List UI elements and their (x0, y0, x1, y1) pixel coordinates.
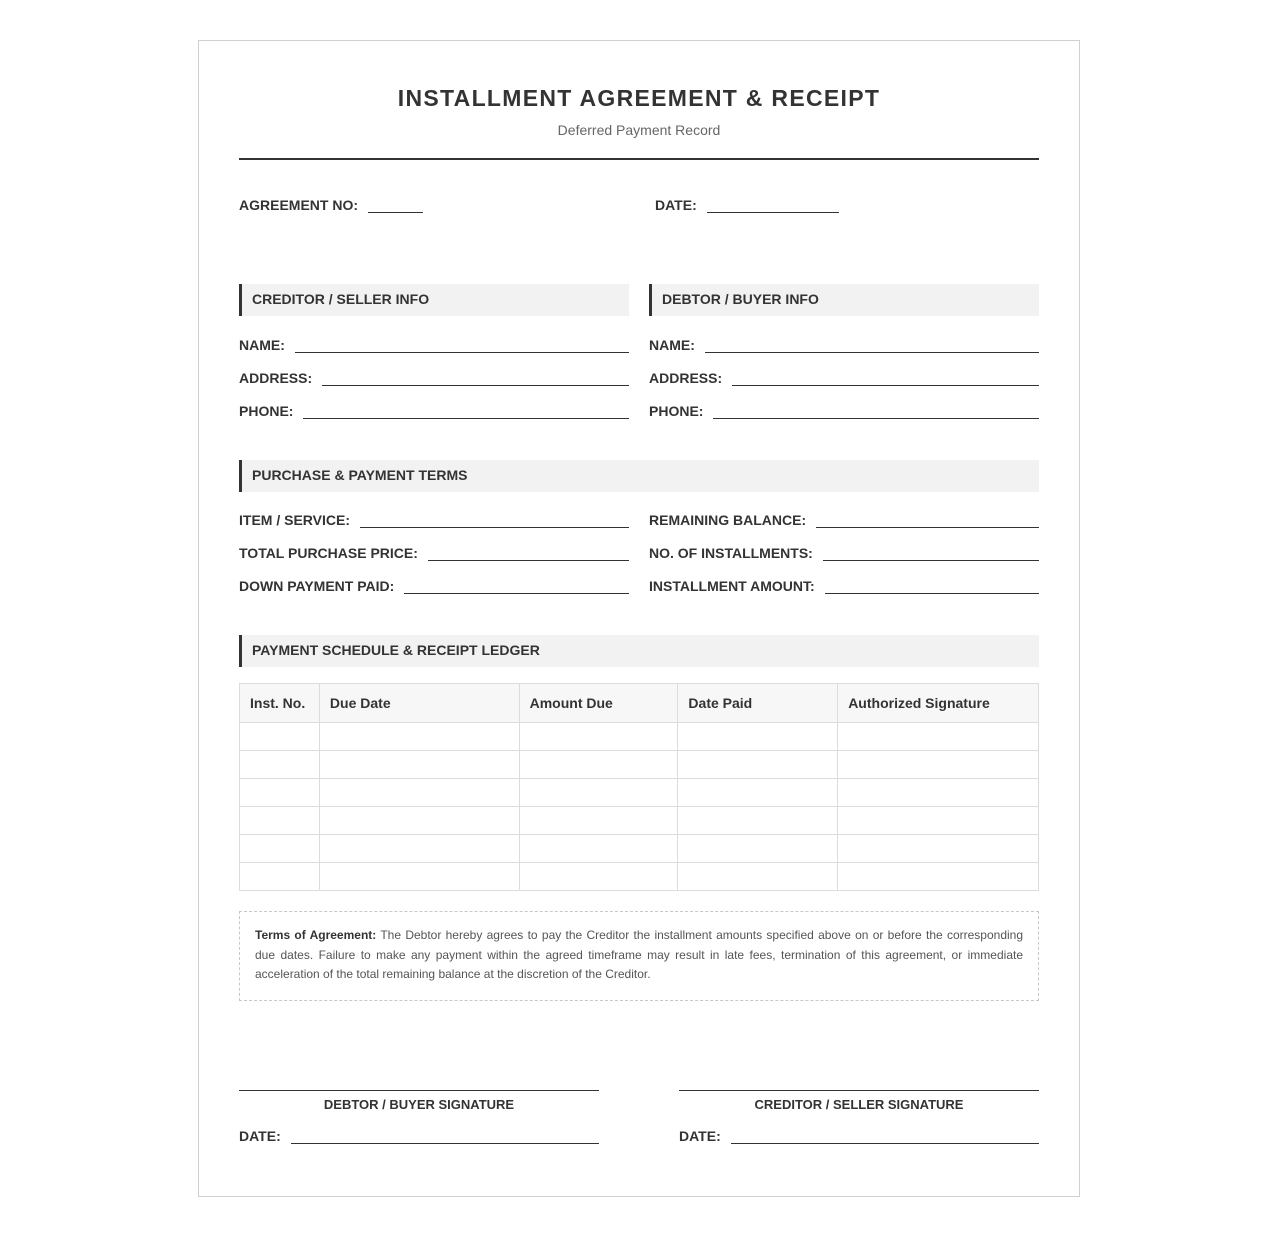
table-cell[interactable] (838, 751, 1039, 779)
terms-body: The Debtor hereby agrees to pay the Creditor the installment amounts specified above on or before the corresponding due dates. Failure to make any payment within the agreed timeframe may result in late fees, termination of this agreement, or immediate acceleration of the total remaining balance at the discretion of the Creditor. (255, 928, 1024, 981)
debtor-phone-field[interactable] (649, 399, 1039, 419)
agreement-no-field[interactable] (239, 193, 423, 213)
table-cell[interactable] (240, 835, 320, 863)
down-payment-line[interactable] (404, 582, 629, 594)
item-service-label: ITEM / SERVICE: (239, 512, 350, 528)
table-cell[interactable] (678, 779, 838, 807)
creditor-name-field[interactable] (239, 333, 629, 353)
creditor-signature-date-line[interactable] (731, 1132, 1039, 1144)
creditor-address-line[interactable] (322, 374, 629, 386)
total-price-line[interactable] (428, 549, 629, 561)
table-cell[interactable] (240, 779, 320, 807)
table-cell[interactable] (519, 751, 678, 779)
header-rule (239, 158, 1039, 160)
debtor-name-label: NAME: (649, 337, 695, 353)
table-cell[interactable] (519, 863, 678, 891)
creditor-signature-date-field[interactable] (679, 1124, 1039, 1144)
table-cell[interactable] (319, 835, 519, 863)
table-cell[interactable] (319, 807, 519, 835)
table-cell[interactable] (678, 835, 838, 863)
debtor-address-line[interactable] (732, 374, 1039, 386)
table-cell[interactable] (519, 835, 678, 863)
purchase-terms-heading: PURCHASE & PAYMENT TERMS (239, 460, 1039, 492)
table-cell[interactable] (678, 807, 838, 835)
table-cell[interactable] (319, 863, 519, 891)
debtor-address-field[interactable] (649, 366, 1039, 386)
ledger-heading: PAYMENT SCHEDULE & RECEIPT LEDGER (239, 635, 1039, 667)
installment-count-line[interactable] (823, 549, 1039, 561)
creditor-phone-label: PHONE: (239, 403, 294, 419)
creditor-address-field[interactable] (239, 366, 629, 386)
installment-amount-line[interactable] (825, 582, 1039, 594)
table-cell[interactable] (838, 779, 1039, 807)
table-cell[interactable] (519, 779, 678, 807)
debtor-phone-line[interactable] (713, 407, 1039, 419)
creditor-address-label: ADDRESS: (239, 370, 313, 386)
creditor-signature-label: CREDITOR / SELLER SIGNATURE (754, 1097, 964, 1112)
installment-amount-label: INSTALLMENT AMOUNT: (649, 578, 815, 594)
remaining-balance-line[interactable] (816, 516, 1039, 528)
debtor-section-heading: DEBTOR / BUYER INFO (649, 284, 1039, 316)
table-cell[interactable] (678, 863, 838, 891)
total-price-field[interactable] (239, 541, 629, 561)
debtor-phone-label: PHONE: (649, 403, 704, 419)
installment-amount-field[interactable] (649, 574, 1039, 594)
creditor-signature-date-label: DATE: (679, 1128, 721, 1144)
table-row (240, 723, 1039, 751)
total-price-label: TOTAL PURCHASE PRICE: (239, 545, 418, 561)
table-cell[interactable] (838, 863, 1039, 891)
document-page (198, 40, 1080, 1197)
item-service-line[interactable] (360, 516, 629, 528)
item-service-field[interactable] (239, 508, 629, 528)
creditor-phone-line[interactable] (303, 407, 629, 419)
table-row (240, 779, 1039, 807)
agreement-date-field[interactable] (655, 193, 839, 213)
debtor-address-label: ADDRESS: (649, 370, 723, 386)
table-cell[interactable] (319, 723, 519, 751)
payment-ledger-table (239, 683, 1039, 891)
table-cell[interactable] (319, 751, 519, 779)
table-cell[interactable] (240, 723, 320, 751)
table-cell[interactable] (519, 723, 678, 751)
table-cell[interactable] (838, 723, 1039, 751)
debtor-name-line[interactable] (705, 341, 1039, 353)
table-cell[interactable] (240, 863, 320, 891)
table-cell[interactable] (240, 751, 320, 779)
debtor-name-field[interactable] (649, 333, 1039, 353)
table-row (240, 863, 1039, 891)
creditor-signature-line[interactable] (679, 1090, 1039, 1091)
creditor-phone-field[interactable] (239, 399, 629, 419)
installment-count-field[interactable] (649, 541, 1039, 561)
creditor-name-line[interactable] (295, 341, 629, 353)
table-cell[interactable] (678, 751, 838, 779)
agreement-no-label: AGREEMENT NO: (239, 197, 358, 213)
terms-lead: Terms of Agreement: (255, 928, 377, 942)
document-title: INSTALLMENT AGREEMENT & RECEIPT (397, 85, 881, 111)
installment-count-label: NO. OF INSTALLMENTS: (649, 545, 813, 561)
down-payment-field[interactable] (239, 574, 629, 594)
table-cell[interactable] (319, 779, 519, 807)
col-authorized-signature: Authorized Signature (838, 684, 1039, 723)
table-cell[interactable] (240, 807, 320, 835)
col-due-date: Due Date (319, 684, 519, 723)
debtor-signature-date-field[interactable] (239, 1124, 599, 1144)
table-cell[interactable] (838, 807, 1039, 835)
agreement-date-label: DATE: (655, 197, 697, 213)
down-payment-label: DOWN PAYMENT PAID: (239, 578, 395, 594)
creditor-name-label: NAME: (239, 337, 285, 353)
terms-of-agreement-box (239, 911, 1039, 1001)
col-inst-no: Inst. No. (240, 684, 320, 723)
remaining-balance-field[interactable] (649, 508, 1039, 528)
remaining-balance-label: REMAINING BALANCE: (649, 512, 807, 528)
debtor-signature-date-label: DATE: (239, 1128, 281, 1144)
document-subtitle: Deferred Payment Record (557, 122, 721, 138)
table-row (240, 807, 1039, 835)
debtor-signature-date-line[interactable] (291, 1132, 599, 1144)
col-amount-due: Amount Due (519, 684, 678, 723)
creditor-section-heading: CREDITOR / SELLER INFO (239, 284, 629, 316)
debtor-signature-label: DEBTOR / BUYER SIGNATURE (323, 1097, 515, 1112)
col-date-paid: Date Paid (678, 684, 838, 723)
agreement-date-line[interactable] (707, 201, 839, 213)
agreement-no-line[interactable] (368, 201, 423, 213)
table-row (240, 751, 1039, 779)
table-cell[interactable] (678, 723, 838, 751)
ledger-header-row (240, 684, 1039, 723)
table-cell[interactable] (519, 807, 678, 835)
debtor-signature-line[interactable] (239, 1090, 599, 1091)
table-row (240, 835, 1039, 863)
table-cell[interactable] (838, 835, 1039, 863)
